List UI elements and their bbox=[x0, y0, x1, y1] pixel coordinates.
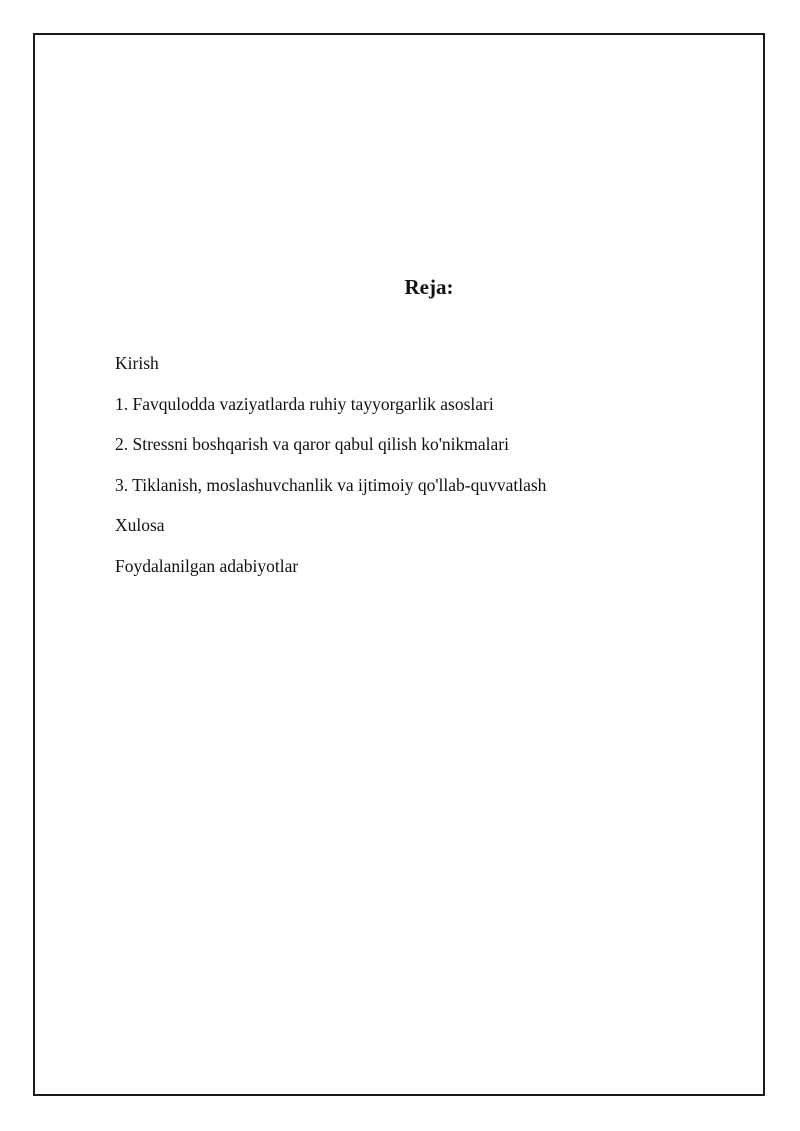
plan-item-references: Foydalanilgan adabiyotlar bbox=[115, 555, 299, 576]
plan-item-introduction: Kirish bbox=[115, 353, 159, 373]
plan-list bbox=[115, 352, 546, 596]
plan-item-conclusion: Xulosa bbox=[115, 515, 165, 536]
plan-item-1: 1. Favqulodda vaziyatlarda ruhiy tayyorgarlik asoslari bbox=[115, 393, 494, 414]
plan-item-3: 3. Tiklanish, moslashuvchanlik va ijtimoiy qo'llab-quvvatlash bbox=[115, 474, 547, 495]
page-title: Reja: bbox=[404, 275, 454, 299]
plan-item-2: 2. Stressni boshqarish va qaror qabul qilish ko'nikmalari bbox=[115, 434, 509, 455]
